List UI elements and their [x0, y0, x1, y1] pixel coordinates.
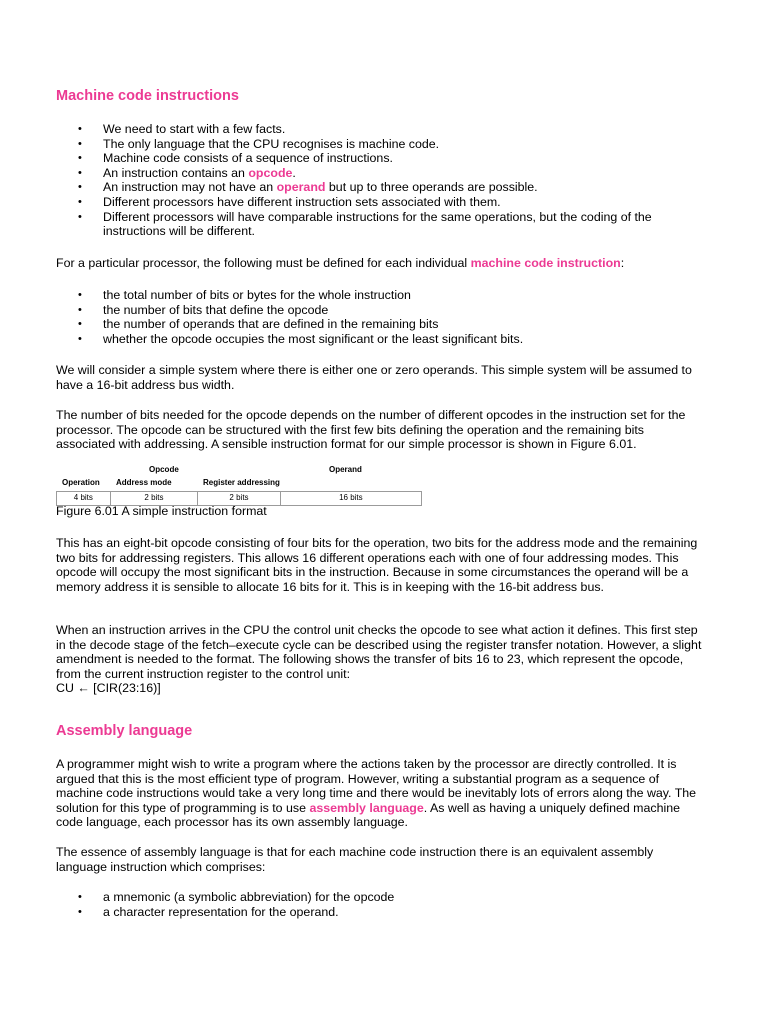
list-item: • the total number of bits or bytes for the whole instruction [78, 288, 411, 302]
column-label-register: Register addressing [203, 478, 280, 487]
bullet-icon: • [78, 318, 82, 331]
term-opcode: opcode [248, 165, 293, 180]
para-essence: The essence of assembly language is that for each machine code instruction there is an equivalent assembly language instruction which comprises: [56, 845, 654, 874]
cell-operation: 4 bits [57, 492, 111, 505]
figure-caption: Figure 6.01 A simple instruction format [56, 504, 267, 518]
para-eight-bit: This has an eight-bit opcode consisting of four bits for the operation, two bits for the address mode and the remaining two bits for addressing registers. This allows 16 different operations each with one of four addressing modes. This opcode will occupy the most significant bits in the instruction. Because in some circumstances the operand will be a memory address it is sensible to allocate 16 bits for it. This is in keeping with the 16-bit address bus. [56, 536, 698, 594]
list-item: • Different processors will have comparable instructions for the same operations, but the coding of the instructions will be different. [78, 209, 652, 239]
group-label-opcode: Opcode [149, 465, 179, 474]
para-programmer: A programmer might wish to write a program where the actions taken by the processor are directly controlled. It is argued that this is the most efficient type of program. However, writing a substantial program as a sequence of machine code instructions would take a very long time and there would be inevitably lots of errors along the way. The solution for this type of programming is to use assembly language. As well as having a uniquely defined machine code language, each processor has its own assembly language. [56, 757, 697, 830]
list-item: • a character representation for the operand. [78, 904, 339, 919]
term-operand: operand [276, 180, 326, 195]
bullet-icon: • [78, 905, 82, 918]
instruction-format-figure [56, 465, 422, 506]
comprises-list [78, 890, 698, 919]
bullet-icon: • [78, 181, 82, 194]
cell-register: 2 bits [198, 492, 281, 505]
list-item: • An instruction contains an opcode. [78, 165, 296, 180]
list-item: • Different processors have different instruction sets associated with them. [78, 194, 501, 209]
para-control-unit: When an instruction arrives in the CPU the control unit checks the opcode to see what action it defines. This first step in the decode stage of the fetch–execute cycle can be described using the register transfer notation. However, a slight amendment is needed to the format. The following shows the transfer of bits 16 to 23, which represent the opcode, from the current instruction register to the control unit: [56, 623, 702, 681]
cell-operand: 16 bits [339, 493, 363, 502]
heading-assembly-language: Assembly language [56, 723, 193, 739]
list-item: • We need to start with a few facts. [78, 122, 286, 136]
term-assembly-language: assembly language [309, 800, 424, 815]
list-item: • Machine code consists of a sequence of instructions. [78, 151, 393, 166]
bullet-icon: • [78, 195, 82, 208]
bullet-icon: • [78, 166, 82, 179]
list-item: • a mnemonic (a symbolic abbreviation) for the opcode [78, 890, 395, 904]
bullet-icon: • [78, 303, 82, 316]
figure-header [56, 465, 422, 491]
facts-list [78, 122, 698, 239]
defined-list [78, 288, 698, 346]
term-machine-code-instruction: machine code instruction [470, 256, 621, 270]
list-item: • the number of bits that define the opcode [78, 302, 329, 317]
bullet-icon: • [78, 123, 82, 135]
para-simple-system: We will consider a simple system where there is either one or zero operands. This simple system will be assumed to have a 16-bit address bus width. [56, 363, 692, 392]
bullet-icon: • [78, 152, 82, 165]
bullet-icon: • [78, 891, 82, 903]
heading-machine-code: Machine code instructions [56, 88, 239, 104]
bullet-icon: • [78, 289, 82, 301]
group-label-operand: Operand [329, 465, 362, 474]
defined-intro: For a particular processor, the following must be defined for each individual machine code instruction: [56, 256, 625, 270]
list-item: • The only language that the CPU recognises is machine code. [78, 136, 440, 151]
bullet-icon: • [78, 332, 82, 345]
list-item: • An instruction may not have an operand but up to three operands are possible. [78, 180, 538, 195]
list-item: • the number of operands that are defined in the remaining bits [78, 317, 439, 332]
bullet-icon: • [78, 137, 82, 150]
list-item: • whether the opcode occupies the most significant or the least significant bits. [78, 331, 524, 346]
column-label-address-mode: Address mode [116, 478, 172, 487]
bullet-icon: • [78, 210, 82, 223]
cell-address-mode: 2 bits [111, 492, 199, 505]
column-label-operation: Operation [62, 478, 100, 487]
rtn-line: CU ← [CIR(23:16)] [56, 681, 161, 695]
para-opcode-bits: The number of bits needed for the opcode depends on the number of different opcodes in the instruction set for the processor. The opcode can be structured with the first few bits defining the operation and the remaining bits associated with addressing. A sensible instruction format for our simple processor is shown in Figure 6.01. [56, 408, 686, 452]
